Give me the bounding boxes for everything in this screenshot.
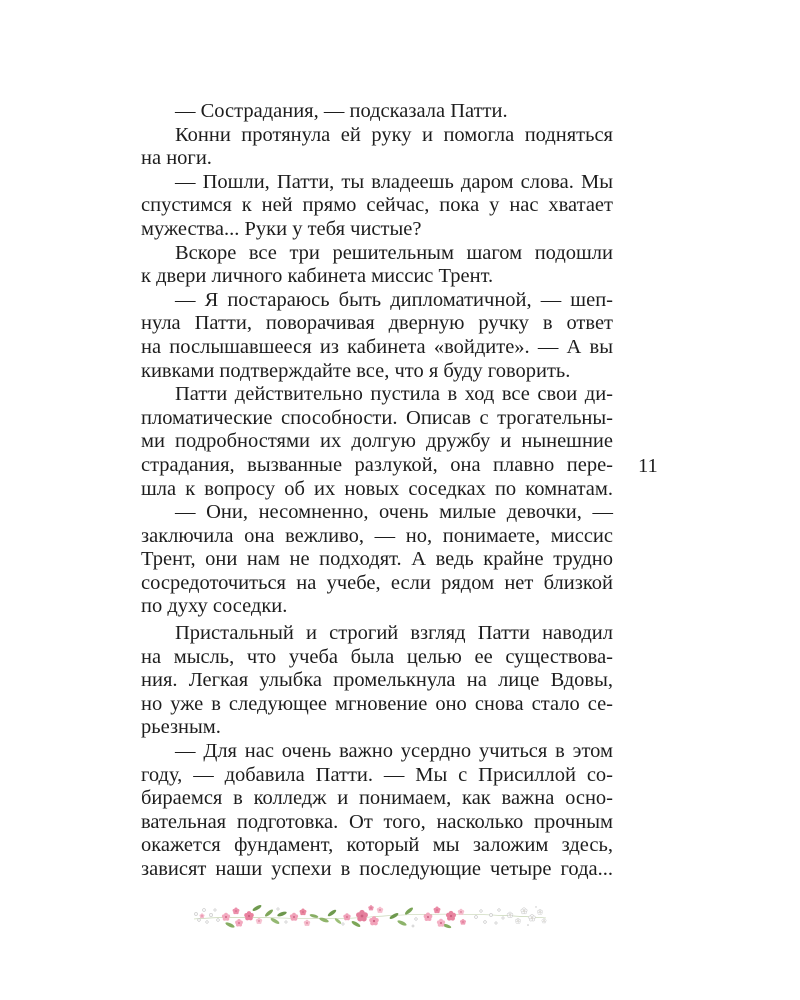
text-line: по духу соседки. <box>141 595 288 618</box>
paragraph <box>141 289 613 383</box>
text-line: заключила она вежливо, — но, понимаете, миссис <box>141 524 613 547</box>
paragraph <box>141 383 613 501</box>
text-line: спустимся к ней прямо сейчас, пока у нас хватает <box>141 194 613 217</box>
white-buds-left <box>194 909 219 924</box>
floral-ornament <box>190 899 550 935</box>
text-line: — Пошли, Патти, ты владеешь даром слова. Мы <box>175 170 613 193</box>
leaf-sprig-2 <box>319 909 342 925</box>
text-line: Патти действительно пустила в ход все свои ди- <box>175 383 613 406</box>
text-line: страдания, вызванные разлукой, она плавно пере- <box>141 453 613 476</box>
flower-cluster-4 <box>424 906 466 929</box>
paragraph <box>141 501 613 619</box>
text-line: зависят наши успехи в последующие четыре года... <box>141 858 613 880</box>
text-line: на мысль, что учеба была целью ее существова- <box>141 645 613 668</box>
paragraph <box>141 100 613 124</box>
paragraph <box>141 242 613 289</box>
paragraph <box>141 124 613 171</box>
flower-cluster-1 <box>222 904 262 929</box>
text-line: рьезным. <box>141 716 221 739</box>
text-line: на послышавшееся из кабинета «войдите». — А вы <box>141 335 613 358</box>
text-line: но уже в следующее мгновение оно снова стало се- <box>141 692 613 715</box>
text-line: вательная подготовка. От того, насколько прочным <box>141 810 613 833</box>
leaf-sprig-1 <box>264 908 287 925</box>
white-buds-right <box>475 909 505 925</box>
page-number: 11 <box>638 455 658 477</box>
flower-cluster-2 <box>290 908 319 925</box>
text-line: пломатические способности. Описав с трогательны- <box>141 406 613 429</box>
flower-bud <box>342 913 351 925</box>
leaf-sprig-3 <box>389 906 418 927</box>
text-line: шла к вопросу об их новых соседках по комнатам. <box>141 477 613 500</box>
text-line: году, — добавила Патти. — Мы с Присиллой со- <box>141 763 613 786</box>
text-line: окажется фундамент, который мы заложим здесь, <box>141 834 613 857</box>
text-block <box>141 100 613 882</box>
text-line: бираемся в колледж и понимаем, как важна осно- <box>141 787 613 810</box>
text-line: ния. Легкая улыбка промелькнула на лице Вдовы, <box>141 669 613 692</box>
text-line: Трент, они нам не подходят. А ведь крайне трудно <box>141 548 613 571</box>
text-line: сосредоточиться на учебе, если рядом нет близкой <box>141 571 613 594</box>
text-line: кивками подтверждайте все, что я буду говорить. <box>141 359 571 382</box>
text-line: — Я постараюсь быть дипломатичной, — шеп- <box>175 288 613 311</box>
paragraph <box>141 171 613 242</box>
text-line: — Сострадания, — подсказала Патти. <box>175 100 508 122</box>
text-line: мужества... Руки у тебя чистые? <box>141 217 422 240</box>
text-line: — Они, несомненно, очень милые девочки, — <box>175 501 613 524</box>
text-line: ми подробностями их долгую дружбу и нынешние <box>141 430 613 453</box>
text-line: к двери личного кабинета миссис Трент. <box>141 265 494 288</box>
text-line: — Для нас очень важно усердно учиться в этом <box>175 740 613 763</box>
text-line: нула Патти, поворачивая дверную ручку в ответ <box>141 312 613 335</box>
paragraph <box>141 740 613 882</box>
text-line: Вскоре все три решительным шагом подошли <box>175 241 613 264</box>
text-line: на ноги. <box>141 147 212 170</box>
text-line: Пристальный и строгий взгляд Патти наводил <box>175 622 613 645</box>
text-line: Конни протянула ей руку и помогла подняться <box>175 123 613 146</box>
small-pink-flower <box>199 913 204 918</box>
paragraph <box>141 622 613 740</box>
